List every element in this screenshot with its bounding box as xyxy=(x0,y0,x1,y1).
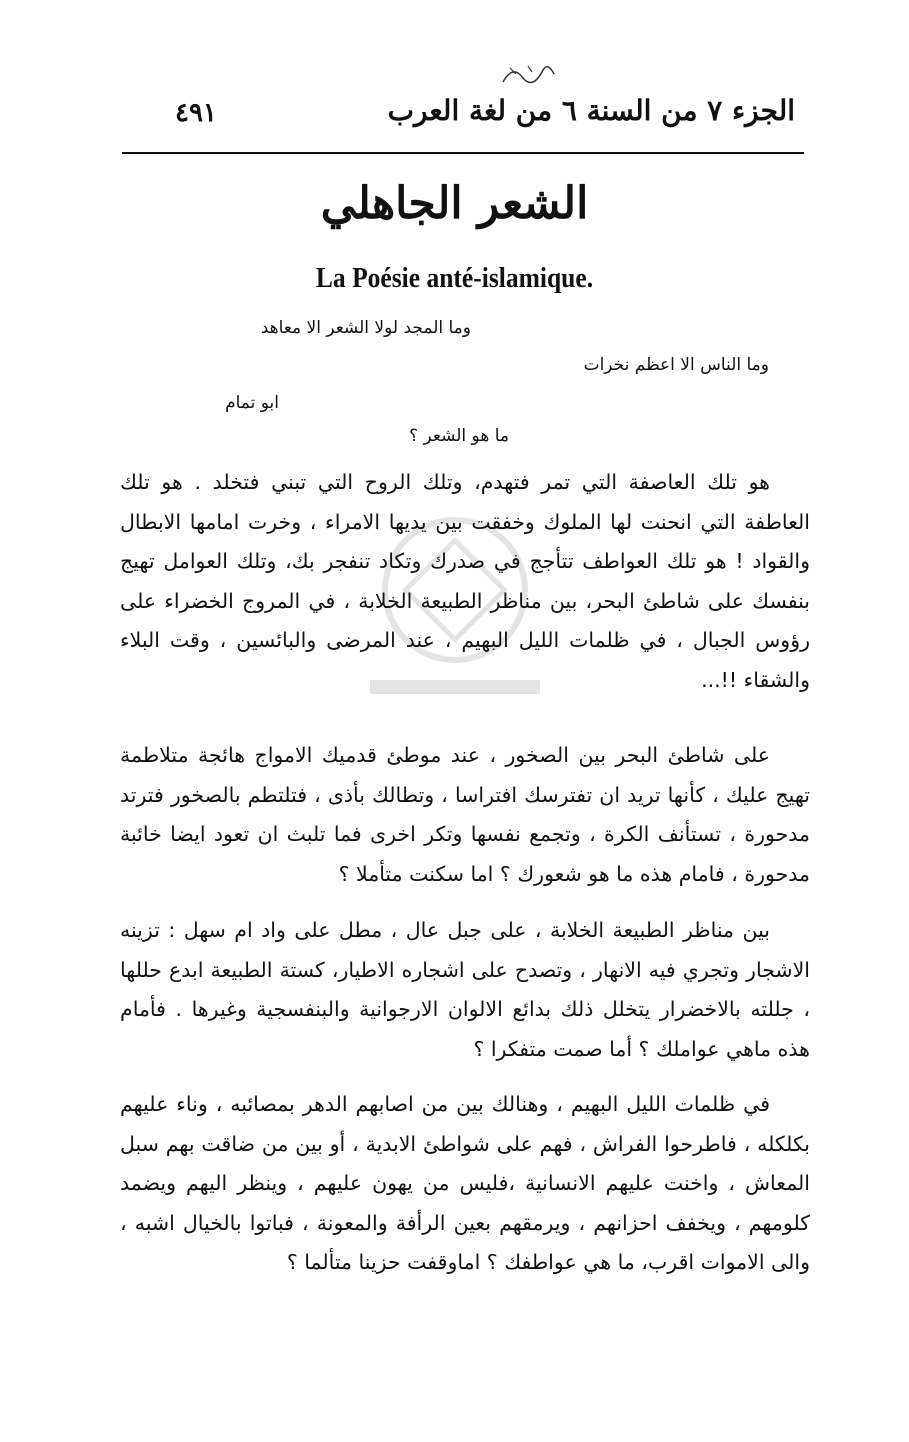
epigraph-line-1: وما المجد لولا الشعر الا معاهد xyxy=(260,318,471,338)
page-header xyxy=(120,88,800,144)
epigraph-line-2: وما الناس الا اعظم نخرات xyxy=(583,355,769,375)
section-question: ما هو الشعر ؟ xyxy=(409,426,509,446)
article-title-french: La Poésie anté-islamique. xyxy=(315,262,594,294)
paragraph-4 xyxy=(120,1085,810,1283)
paragraph-3 xyxy=(120,911,810,1069)
paragraph-text: على شاطئ البحر بين الصخور ، عند موطئ قدميك الامواج هائجة متلاطمة تهيج عليك ، كأنها تريد ان تفترسك افتراسا ، وتطالك بأذى ، فتلتطم بالصخور فترتد مدحورة ، تستأنف الكرة ، وتجمع نفسها وتكر اخرى فما تلبث ان تعود ايضا خائبة مدحورة ، فامام هذه ما هو شعورك ؟ اما سكنت متأملا ؟ xyxy=(120,743,810,886)
header-rule xyxy=(122,152,804,154)
paragraph-2 xyxy=(120,736,810,894)
article-title-arabic: الشعر الجاهلي xyxy=(320,178,589,229)
paragraph-text: بين مناظر الطبيعة الخلابة ، على جبل عال ، مطل على واد ام سهل : تزينه الاشجار وتجري فيه الانهار ، وتصدح على اشجاره الاطيار، كستة الطبيعة ابدع حللها ، جللته بالاخضرار يتخلل ذلك بدائع الالوان الارجوانية والبنفسجية وغيرها . فأمام هذه ماهي عواملك ؟ أما صمت متفكرا ؟ xyxy=(120,918,810,1061)
paragraph-text: في ظلمات الليل البهيم ، وهنالك بين من اصابهم الدهر بمصائبه ، وناء عليهم بكلكله ، فاطرحوا الفراش ، فهم على شواطئ الابدية ، أو بين من ضاقت بهم سبل المعاش ، واخنت عليهم الانسانية ،فليس من يهون عليهم ، وينظر اليهم ويضمد كلومهم ، ويخفف احزانهم ، ويرمقهم بعين الرأفة والمعونة ، فباتوا بالخيال اشبه ، والى الاموات اقرب، ما هي عواطفك ؟ اماوقفت حزينا متألما ؟ xyxy=(120,1092,810,1274)
page-number: ٤٩١ xyxy=(175,98,217,128)
running-head: الجزء ٧ من السنة ٦ من لغة العرب xyxy=(387,94,795,127)
paragraph-text: هو تلك العاصفة التي تمر فتهدم، وتلك الروح التي تبني فتخلد . هو تلك العاطفة التي انحنت لها الملوك وخفقت بين يديها الامراء ، وخرت امامها الابطال والقواد ! هو تلك العواطف تتأجج في صدرك وتكاد تنفجر بك، وتلك العوامل تهيج بنفسك على شاطئ البحر، بين مناظر الطبيعة الخلابة ، في المروج الخضراء على رؤوس الجبال ، في ظلمات الليل البهيم ، عند المرضى والبائسين ، وقت البلاء والشقاء !!... xyxy=(120,470,810,692)
epigraph-attribution: ابو تمام xyxy=(225,393,279,413)
paragraph-1 xyxy=(120,463,810,700)
